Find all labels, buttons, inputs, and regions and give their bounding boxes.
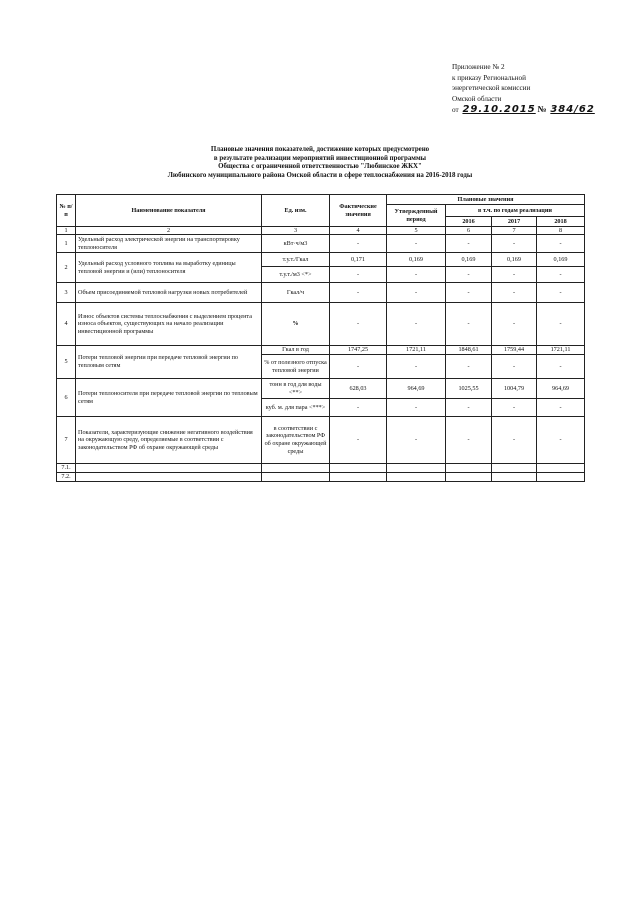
row-unit: Гкал/ч — [262, 283, 330, 303]
row-approved: - — [387, 355, 446, 379]
row-2018: - — [537, 355, 585, 379]
header-planned: Плановые значения — [387, 195, 585, 205]
row-2016 — [446, 464, 492, 473]
row-2017: 0,169 — [492, 253, 537, 267]
row-name: Показатели, характеризующие снижение негативного воздействия на окружающую среду, определяемые в соответствии с законодательством РФ об охране окружающей среды — [76, 417, 262, 464]
row-approved — [387, 473, 446, 482]
row-unit: % — [262, 303, 330, 346]
row-2018: - — [537, 267, 585, 283]
row-2016: - — [446, 417, 492, 464]
row-2018 — [537, 464, 585, 473]
row-2016: 1025,55 — [446, 379, 492, 399]
row-approved: - — [387, 399, 446, 417]
row-2018: 964,69 — [537, 379, 585, 399]
table-row — [57, 464, 585, 473]
row-2018: - — [537, 235, 585, 253]
appendix-date-line — [452, 104, 622, 116]
handwritten-date: 29.10.2015 — [462, 104, 536, 116]
row-2017 — [492, 473, 537, 482]
row-2017: - — [492, 303, 537, 346]
appendix-line-2: к приказу Региональной — [452, 73, 526, 82]
number-prefix: № — [537, 104, 547, 115]
row-actual: 0,171 — [330, 253, 387, 267]
appendix-line-1: Приложение № 2 — [452, 63, 505, 71]
row-name: Удельный расход условного топлива на выработку единицы тепловой энергии и (или) теплоносителя — [76, 253, 262, 283]
row-2016: 0,169 — [446, 253, 492, 267]
appendix-line-3: энергетической комиссии — [452, 84, 531, 93]
row-num: 7.2. — [57, 473, 76, 482]
row-approved: - — [387, 303, 446, 346]
row-actual: - — [330, 303, 387, 346]
row-unit — [262, 473, 330, 482]
table-row — [57, 283, 585, 303]
table-row — [57, 379, 585, 399]
appendix-line-4: Омской области — [452, 94, 502, 103]
row-actual — [330, 473, 387, 482]
row-name — [76, 464, 262, 473]
row-2018: - — [537, 399, 585, 417]
row-actual: - — [330, 417, 387, 464]
col-number: 2 — [76, 227, 262, 235]
table-row — [57, 253, 585, 267]
row-2018 — [537, 473, 585, 482]
row-unit — [262, 464, 330, 473]
row-actual: 628,03 — [330, 379, 387, 399]
row-2016: - — [446, 283, 492, 303]
row-approved: - — [387, 267, 446, 283]
row-unit: т.у.т./Гкал — [262, 253, 330, 267]
row-approved: 1721,11 — [387, 346, 446, 355]
row-2016: - — [446, 303, 492, 346]
row-num: 1 — [57, 235, 76, 253]
row-2017: - — [492, 235, 537, 253]
row-2017: 1004,79 — [492, 379, 537, 399]
row-2018: - — [537, 283, 585, 303]
row-unit: кВт·ч/м3 — [262, 235, 330, 253]
title-line-4: Любинского муниципального района Омской области в сфере теплоснабжения на 2016-2018 годы — [167, 171, 473, 179]
row-2017: - — [492, 417, 537, 464]
row-2017: - — [492, 283, 537, 303]
title-line-2: в результате реализации мероприятий инвестиционной программы — [213, 154, 427, 162]
header-2017: 2017 — [492, 217, 537, 227]
row-2016: - — [446, 235, 492, 253]
row-2017 — [492, 464, 537, 473]
row-unit: Гкал в год — [262, 346, 330, 355]
row-num: 6 — [57, 379, 76, 417]
date-prefix: от — [452, 106, 459, 115]
row-2018: 0,169 — [537, 253, 585, 267]
row-2017: - — [492, 399, 537, 417]
title-line-1: Плановые значения показателей, достижение которых предусмотрено — [210, 146, 430, 153]
row-2017: - — [492, 355, 537, 379]
table-row — [57, 235, 585, 253]
col-number: 8 — [537, 227, 585, 235]
row-2018: 1721,11 — [537, 346, 585, 355]
row-unit: куб. м. для пара <***> — [262, 399, 330, 417]
row-name: Потери теплоносителя при передаче тепловой энергии по тепловым сетям — [76, 379, 262, 417]
header-approved: Утвержденный период — [387, 205, 446, 227]
row-num: 2 — [57, 253, 76, 283]
col-number: 3 — [262, 227, 330, 235]
row-num: 7 — [57, 417, 76, 464]
row-actual: - — [330, 267, 387, 283]
row-approved: 964,69 — [387, 379, 446, 399]
row-approved: - — [387, 417, 446, 464]
title-line-3: Общества с ограниченной ответственностью "Любинское ЖКХ" — [218, 163, 422, 171]
row-2017: - — [492, 267, 537, 283]
row-approved — [387, 464, 446, 473]
row-approved: - — [387, 235, 446, 253]
col-number: 4 — [330, 227, 387, 235]
row-actual: - — [330, 235, 387, 253]
row-approved: 0,169 — [387, 253, 446, 267]
row-num: 3 — [57, 283, 76, 303]
header-2016: 2016 — [446, 217, 492, 227]
row-name: Объем присоединяемой тепловой нагрузки новых потребителей — [76, 283, 262, 303]
row-unit: в соответствии с законодательством РФ об охране окружающей среды — [262, 417, 330, 464]
row-name: Потери тепловой энергии при передаче тепловой энергии по тепловым сетям — [76, 346, 262, 379]
row-unit: тонн в год для воды <**> — [262, 379, 330, 399]
col-number: 1 — [57, 227, 76, 235]
header-num: № п/п — [57, 195, 76, 227]
row-unit: % от полезного отпуска тепловой энергии — [262, 355, 330, 379]
appendix-block — [452, 62, 622, 116]
row-num: 5 — [57, 346, 76, 379]
header-unit: Ед. изм. — [262, 195, 330, 227]
table-row — [57, 473, 585, 482]
row-2016: - — [446, 399, 492, 417]
row-num: 7.1. — [57, 464, 76, 473]
table-row — [57, 303, 585, 346]
table-row — [57, 417, 585, 464]
row-num: 4 — [57, 303, 76, 346]
row-actual: - — [330, 283, 387, 303]
row-name: Износ объектов системы теплоснабжения с выделением процента износа объектов, существующих на начало реализации инвестиционной программы — [76, 303, 262, 346]
row-actual: 1747,25 — [330, 346, 387, 355]
header-actual: Фактические значения — [330, 195, 387, 227]
col-number: 6 — [446, 227, 492, 235]
row-approved: - — [387, 283, 446, 303]
row-unit: т.у.т./м3 <*> — [262, 267, 330, 283]
row-2016 — [446, 473, 492, 482]
row-2018: - — [537, 417, 585, 464]
row-actual: - — [330, 355, 387, 379]
row-2016: 1848,61 — [446, 346, 492, 355]
column-numbers-row — [57, 227, 585, 235]
table-row — [57, 346, 585, 355]
handwritten-number: 384/62 — [550, 104, 595, 116]
header-by-years: в т.ч. по годам реализации — [446, 205, 585, 217]
header-2018: 2018 — [537, 217, 585, 227]
document-title — [60, 146, 580, 180]
row-2017: 1759,44 — [492, 346, 537, 355]
row-2016: - — [446, 355, 492, 379]
col-number: 5 — [387, 227, 446, 235]
header-name: Наименование показателя — [76, 195, 262, 227]
row-name — [76, 473, 262, 482]
col-number: 7 — [492, 227, 537, 235]
row-name: Удельный расход электрической энергии на транспортировку теплоносителя — [76, 235, 262, 253]
indicators-table — [56, 194, 585, 482]
row-actual — [330, 464, 387, 473]
row-2018: - — [537, 303, 585, 346]
row-actual: - — [330, 399, 387, 417]
row-2016: - — [446, 267, 492, 283]
